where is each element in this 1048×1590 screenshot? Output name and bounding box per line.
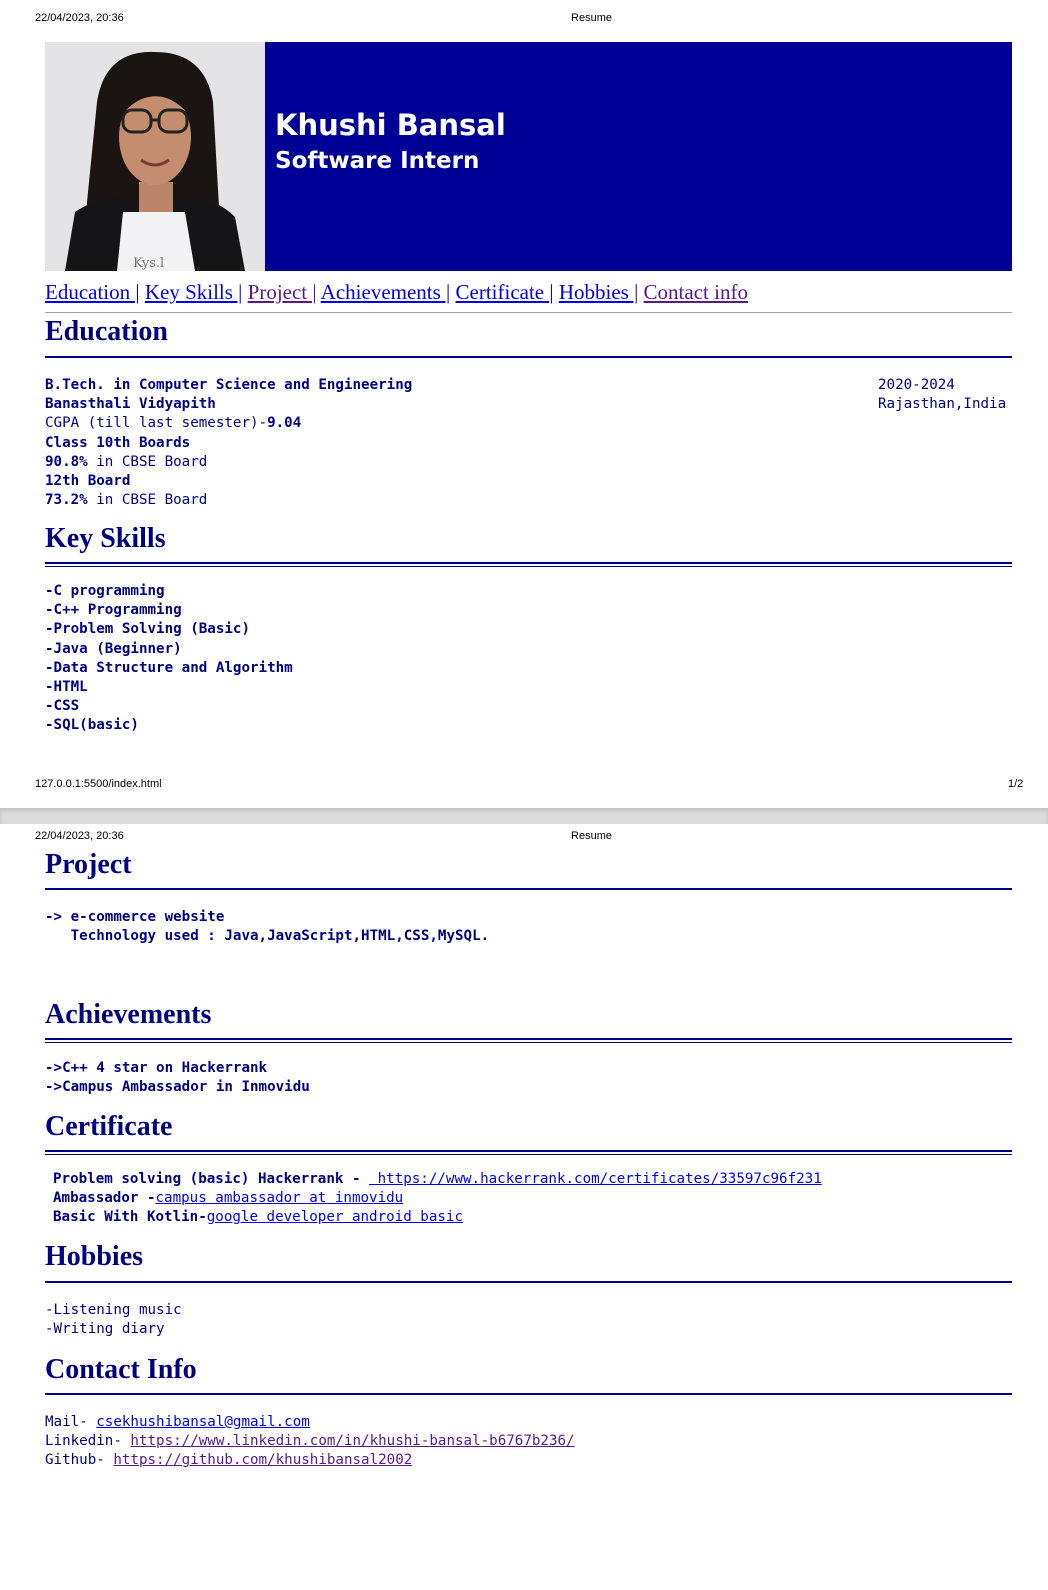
class10-title: Class 10th Boards	[45, 434, 191, 451]
education-details	[45, 376, 412, 510]
certificate-list	[53, 1170, 822, 1228]
project-tech: Technology used : Java,JavaScript,HTML,CSS,MySQL.	[45, 928, 490, 945]
cgpa-label: CGPA (till last semester)-	[45, 415, 268, 432]
class10-percent: 90.8%	[45, 453, 88, 470]
profile-photo	[45, 42, 265, 271]
profile-photo-illustration	[45, 42, 265, 271]
class10-board: in CBSE Board	[87, 453, 208, 470]
skills-list	[45, 582, 293, 736]
print-header-date: 22/04/2023, 20:36	[35, 12, 124, 24]
person-name: Khushi Bansal	[275, 108, 506, 142]
github-link[interactable]: https://github.com/khushibansal2002	[113, 1452, 413, 1469]
linkedin-label: Linkedin-	[45, 1433, 131, 1450]
education-years: 2020-2024	[878, 377, 955, 393]
education-meta	[878, 376, 1006, 414]
contact-heading: Contact Info	[45, 1354, 197, 1385]
nav-link-certificate[interactable]: Certificate |	[455, 280, 554, 304]
github-label: Github-	[45, 1452, 114, 1469]
achievements-heading: Achievements	[45, 999, 212, 1030]
class12-board: in CBSE Board	[87, 492, 208, 509]
certificate-link-kotlin[interactable]: google developer android basic	[206, 1209, 463, 1226]
nav-divider	[45, 312, 1012, 313]
project-heading: Project	[45, 849, 132, 880]
project-rule	[45, 888, 1012, 890]
certificate-label: Basic With Kotlin-	[53, 1209, 207, 1226]
print-header-title: Resume	[571, 830, 612, 842]
class12-percent: 73.2%	[45, 492, 88, 509]
achievements-list	[45, 1059, 310, 1097]
achievement-item: ->C++ 4 star on Hackerrank	[45, 1060, 268, 1076]
nav-link-achievements[interactable]: Achievements |	[320, 280, 451, 304]
contact-rule	[45, 1393, 1012, 1395]
skill-item: -SQL(basic)	[45, 717, 139, 734]
print-header-title: Resume	[571, 12, 612, 24]
linkedin-link[interactable]: https://www.linkedin.com/in/khushi-bansal-b6767b236/	[130, 1433, 575, 1450]
skill-item: -C programming	[45, 583, 165, 599]
skills-heading: Key Skills	[45, 523, 166, 554]
print-page-2	[0, 824, 1048, 1590]
skill-item: -C++ Programming	[45, 602, 182, 619]
nav-link-contact-info[interactable]: Contact info	[643, 280, 748, 304]
skills-rule	[45, 562, 1012, 567]
certificate-rule	[45, 1150, 1012, 1155]
nav-link-education[interactable]: Education |	[45, 280, 140, 304]
certificate-heading: Certificate	[45, 1111, 173, 1142]
nav-link-key-skills[interactable]: Key Skills |	[144, 280, 243, 304]
certificate-label: Ambassador -	[53, 1190, 156, 1207]
svg-text:Kys.l: Kys.l	[133, 256, 165, 271]
education-heading: Education	[45, 316, 168, 347]
class12-title: 12th Board	[45, 473, 131, 490]
project-details	[45, 908, 489, 946]
hobbies-heading: Hobbies	[45, 1241, 144, 1272]
skill-item: -Problem Solving (Basic)	[45, 621, 250, 638]
page-break	[0, 808, 1048, 824]
person-role: Software Intern	[275, 148, 480, 174]
hobby-item: -Listening music	[45, 1302, 182, 1318]
hobbies-list	[45, 1301, 182, 1339]
hobbies-rule	[45, 1281, 1012, 1283]
print-header-date: 22/04/2023, 20:36	[35, 830, 124, 842]
project-title: -> e-commerce website	[45, 909, 225, 925]
achievement-item: ->Campus Ambassador in Inmovidu	[45, 1079, 310, 1096]
education-location: Rajasthan,India	[878, 396, 1007, 413]
college: Banasthali Vidyapith	[45, 396, 216, 413]
mail-label: Mail-	[45, 1414, 97, 1430]
hobby-item: -Writing diary	[45, 1321, 165, 1338]
skill-item: -Java (Beginner)	[45, 640, 182, 657]
mail-link[interactable]: csekhushibansal@gmail.com	[96, 1414, 310, 1430]
skill-item: -HTML	[45, 679, 88, 696]
certificate-label: Problem solving (basic) Hackerrank -	[53, 1171, 370, 1187]
education-rule	[45, 356, 1012, 358]
nav-link-hobbies[interactable]: Hobbies |	[558, 280, 639, 304]
certificate-link-hackerrank[interactable]: https://www.hackerrank.com/certificates/33597c96f231	[369, 1171, 822, 1187]
print-footer-page: 1/2	[1008, 778, 1024, 790]
degree: B.Tech. in Computer Science and Engineering	[45, 377, 413, 393]
achievements-rule	[45, 1038, 1012, 1043]
section-nav	[45, 280, 748, 305]
contact-list	[45, 1413, 575, 1471]
cgpa-value: 9.04	[267, 415, 302, 432]
certificate-link-ambassador[interactable]: campus ambassador at inmovidu	[155, 1190, 404, 1207]
print-footer-url: 127.0.0.1:5500/index.html	[35, 778, 162, 790]
skill-item: -CSS	[45, 698, 80, 715]
skill-item: -Data Structure and Algorithm	[45, 659, 293, 676]
nav-link-project[interactable]: Project |	[247, 280, 317, 304]
